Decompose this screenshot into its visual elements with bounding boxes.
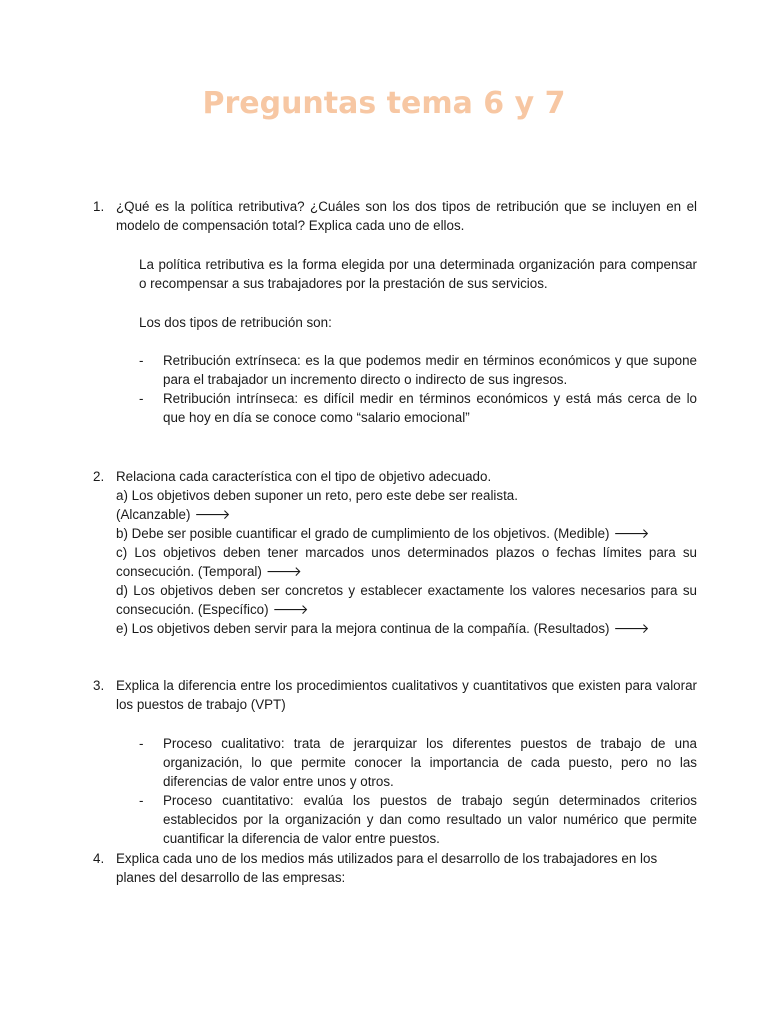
question-2-item-a	[116, 486, 697, 524]
arrow-right-icon: 🡒	[194, 507, 231, 522]
answer-1-bullet-extrinseca: Retribución extrínseca: es la que podemos medir en términos económicos y que supone para el trabajador un incremento directo o indirecto de sus ingresos.	[163, 353, 697, 387]
document-title: Preguntas tema 6 y 7	[202, 86, 566, 121]
question-1-text: ¿Qué es la política retributiva? ¿Cuáles son los dos tipos de retribución que se incluyen en el modelo de compensación total? Explica cada uno de ellos.	[116, 199, 697, 233]
question-4-text: Explica cada uno de los medios más utilizados para el desarrollo de los trabajadores en los planes del desarrollo de las empresas:	[116, 851, 658, 885]
answer-3-bullet-cualitativo: Proceso cualitativo: trata de jerarquizar los diferentes puestos de trabajo de una organización, lo que permite conocer la importancia de cada puesto, pero no las diferencias de valor entre unos y otros.	[163, 736, 697, 789]
item-e-text: e) Los objetivos deben servir para la mejora continua de la compañía. (Resultados)	[116, 621, 610, 636]
question-2-item-e	[116, 619, 697, 638]
item-c-text: c) Los objetivos deben tener marcados unos determinados plazos o fechas límites para su consecución. (Temporal)	[116, 545, 697, 579]
item-a-line-2	[116, 505, 697, 524]
question-2-item-c	[116, 543, 697, 581]
arrow-right-icon: 🡒	[613, 621, 650, 636]
question-2-item-b	[116, 524, 697, 543]
arrow-right-icon: 🡒	[613, 526, 650, 541]
question-2-item-d	[116, 581, 697, 619]
item-a-line-1: a) Los objetivos deben suponer un reto, pero este debe ser realista.	[116, 488, 518, 503]
question-number-1: 1.	[93, 199, 105, 214]
question-number-4: 4.	[93, 851, 105, 866]
answer-1-paragraph: La política retributiva es la forma elegida por una determinada organización para compensar o recompensar a sus trabajadores por la prestación de sus servicios.	[139, 257, 697, 291]
question-3-text: Explica la diferencia entre los procedimientos cualitativos y cuantitativos que existen para valorar los puestos de trabajo (VPT)	[116, 678, 697, 712]
answer-1-bullet-intrinseca: Retribución intrínseca: es difícil medir en términos económicos y está más cerca de lo que hoy en día se conoce como “salario emocional”	[163, 391, 697, 425]
question-number-2: 2.	[93, 469, 105, 484]
arrow-right-icon: 🡒	[265, 564, 302, 579]
bullet-marker: -	[139, 391, 144, 406]
item-b-text: b) Debe ser posible cuantificar el grado de cumplimiento de los objetivos. (Medible)	[116, 526, 610, 541]
answer-1-intro: Los dos tipos de retribución son:	[139, 315, 332, 330]
question-2-text: Relaciona cada característica con el tipo de objetivo adecuado.	[116, 469, 492, 484]
answer-3-bullet-cuantitativo: Proceso cuantitativo: evalúa los puestos de trabajo según determinados criterios establecidos por la organización y dan como resultado un valor numérico que permite cuantificar la diferencia de valor entre puestos.	[163, 793, 697, 846]
item-a-label: (Alcanzable)	[116, 507, 191, 522]
item-d-text: d) Los objetivos deben ser concretos y establecer exactamente los valores necesarios para su consecución. (Específico)	[116, 583, 697, 617]
arrow-right-icon: 🡒	[272, 602, 309, 617]
question-number-3: 3.	[93, 678, 105, 693]
bullet-marker: -	[139, 736, 144, 751]
bullet-marker: -	[139, 353, 144, 368]
bullet-marker: -	[139, 793, 144, 808]
